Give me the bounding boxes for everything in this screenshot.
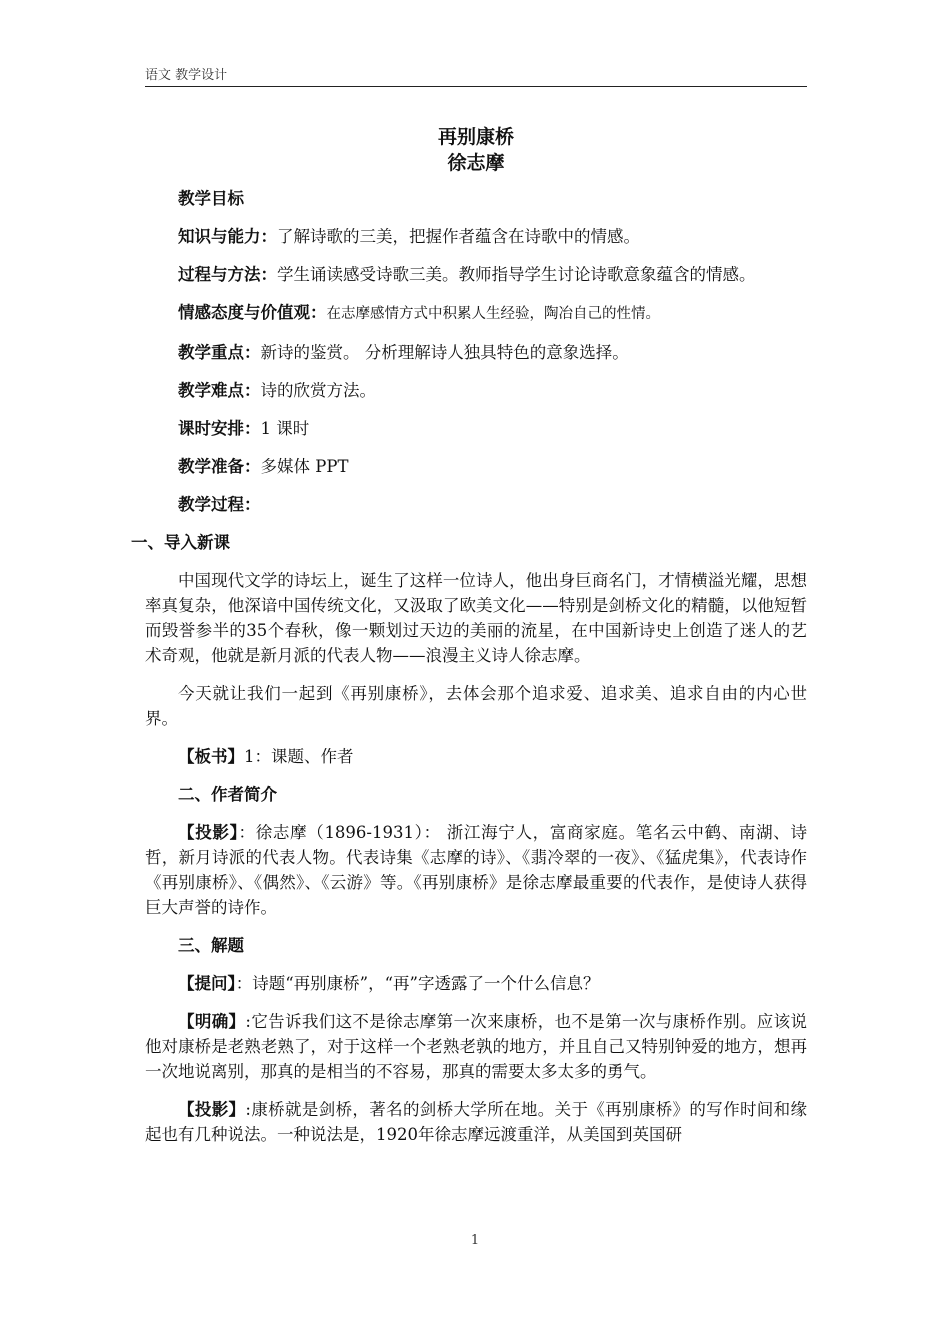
title-block <box>145 124 807 176</box>
answer-line <box>145 1009 807 1084</box>
projection2-text: :康桥就是剑桥，著名的剑桥大学所在地。关于《再别康桥》的写作时间和缘起也有几种说法。一种说法是，1920年徐志摩远渡重洋，从美国到英国研 <box>145 1100 808 1144</box>
knowledge-line <box>145 224 807 249</box>
document-body <box>131 186 808 1160</box>
schedule-line <box>145 416 807 441</box>
question-text: ：诗题“再别康桥”，“再”字透露了一个什么信息？ <box>235 974 600 993</box>
page-header: 语文 教学设计 <box>145 67 807 87</box>
knowledge-text: 了解诗歌的三美，把握作者蕴含在诗歌中的情感。 <box>277 227 640 246</box>
page-number: 1 <box>470 1233 480 1248</box>
key-line <box>145 340 807 365</box>
author-intro-text: ：徐志摩（1896-1931）： 浙江海宁人，富商家庭。笔名云中鹤、南湖、诗哲，新月诗派的代表人物。代表诗集《志摩的诗》、《翡冷翠的一夜》、《猛虎集》，代表诗作《再别康桥》、《偶然》、《云游》等。《再别康桥》是徐志摩最重要的代表作，是使诗人获得巨大声誉的诗作。 <box>145 823 807 917</box>
process-heading: 教学过程： <box>178 495 261 514</box>
projection2-label: 【投影】 <box>178 1100 246 1119</box>
author-name: 徐志摩 <box>447 152 505 174</box>
question-label: 【提问】 <box>178 974 236 993</box>
process-label: 过程与方法： <box>178 265 277 284</box>
difficulty-text: 诗的欣赏方法。 <box>260 381 376 400</box>
process-line <box>145 262 807 287</box>
process-text: 学生诵读感受诗歌三美。教师指导学生讨论诗歌意象蕴含的情感。 <box>277 265 756 284</box>
difficulty-label: 教学难点： <box>178 381 261 400</box>
section1-para2: 今天就让我们一起到《再别康桥》，去体会那个追求爱、追求美、追求自由的内心世界。 <box>145 684 807 728</box>
answer-text: :它告诉我们这不是徐志摩第一次来康桥，也不是第一次与康桥作别。应该说他对康桥是老熟老熟了，对于这样一个老熟老孰的地方，并且自己又特别钟爱的地方，想再一次地说离别，那真的是相当的不容易，那真的需要太多太多的勇气。 <box>145 1012 808 1081</box>
board-line <box>145 744 807 769</box>
page-title: 再别康桥 <box>437 126 514 148</box>
schedule-label: 课时安排： <box>178 419 261 438</box>
section3-heading: 三、解题 <box>178 936 244 955</box>
emotion-label: 情感态度与价值观： <box>178 303 327 322</box>
schedule-text: 1 课时 <box>260 419 310 438</box>
board-label: 【板书】 <box>178 747 244 766</box>
objectives-heading: 教学目标 <box>178 189 244 208</box>
emotion-text: 在志摩感情方式中积累人生经验，陶冶自己的性情。 <box>326 306 660 322</box>
section2-heading: 二、作者简介 <box>178 785 277 804</box>
section1-heading: 一、导入新课 <box>131 533 230 552</box>
prep-text: 多媒体 PPT <box>260 457 349 476</box>
board-text: 1：课题、作者 <box>244 747 354 766</box>
answer-label: 【明确】 <box>178 1012 246 1031</box>
difficulty-line <box>145 378 807 403</box>
knowledge-label: 知识与能力： <box>178 227 277 246</box>
key-label: 教学重点： <box>178 343 261 362</box>
projection2-line <box>145 1097 807 1147</box>
emotion-line <box>145 300 807 327</box>
prep-label: 教学准备： <box>178 457 261 476</box>
projection-label: 【投影】 <box>178 823 239 842</box>
key-text: 新诗的鉴赏。 分析理解诗人独具特色的意象选择。 <box>260 343 629 362</box>
section1-para1: 中国现代文学的诗坛上，诞生了这样一位诗人，他出身巨商名门，才情横溢光耀，思想率真复杂，他深谙中国传统文化，又汲取了欧美文化——特别是剑桥文化的精髓，以他短暂而毁誉参半的35个春秋，像一颗划过天边的美丽的流星，在中国新诗史上创造了迷人的艺术奇观，他就是新月派的代表人物——浪漫主义诗人徐志摩。 <box>145 571 807 665</box>
question-line <box>145 971 807 996</box>
prep-line <box>145 454 807 479</box>
author-intro <box>145 820 807 920</box>
